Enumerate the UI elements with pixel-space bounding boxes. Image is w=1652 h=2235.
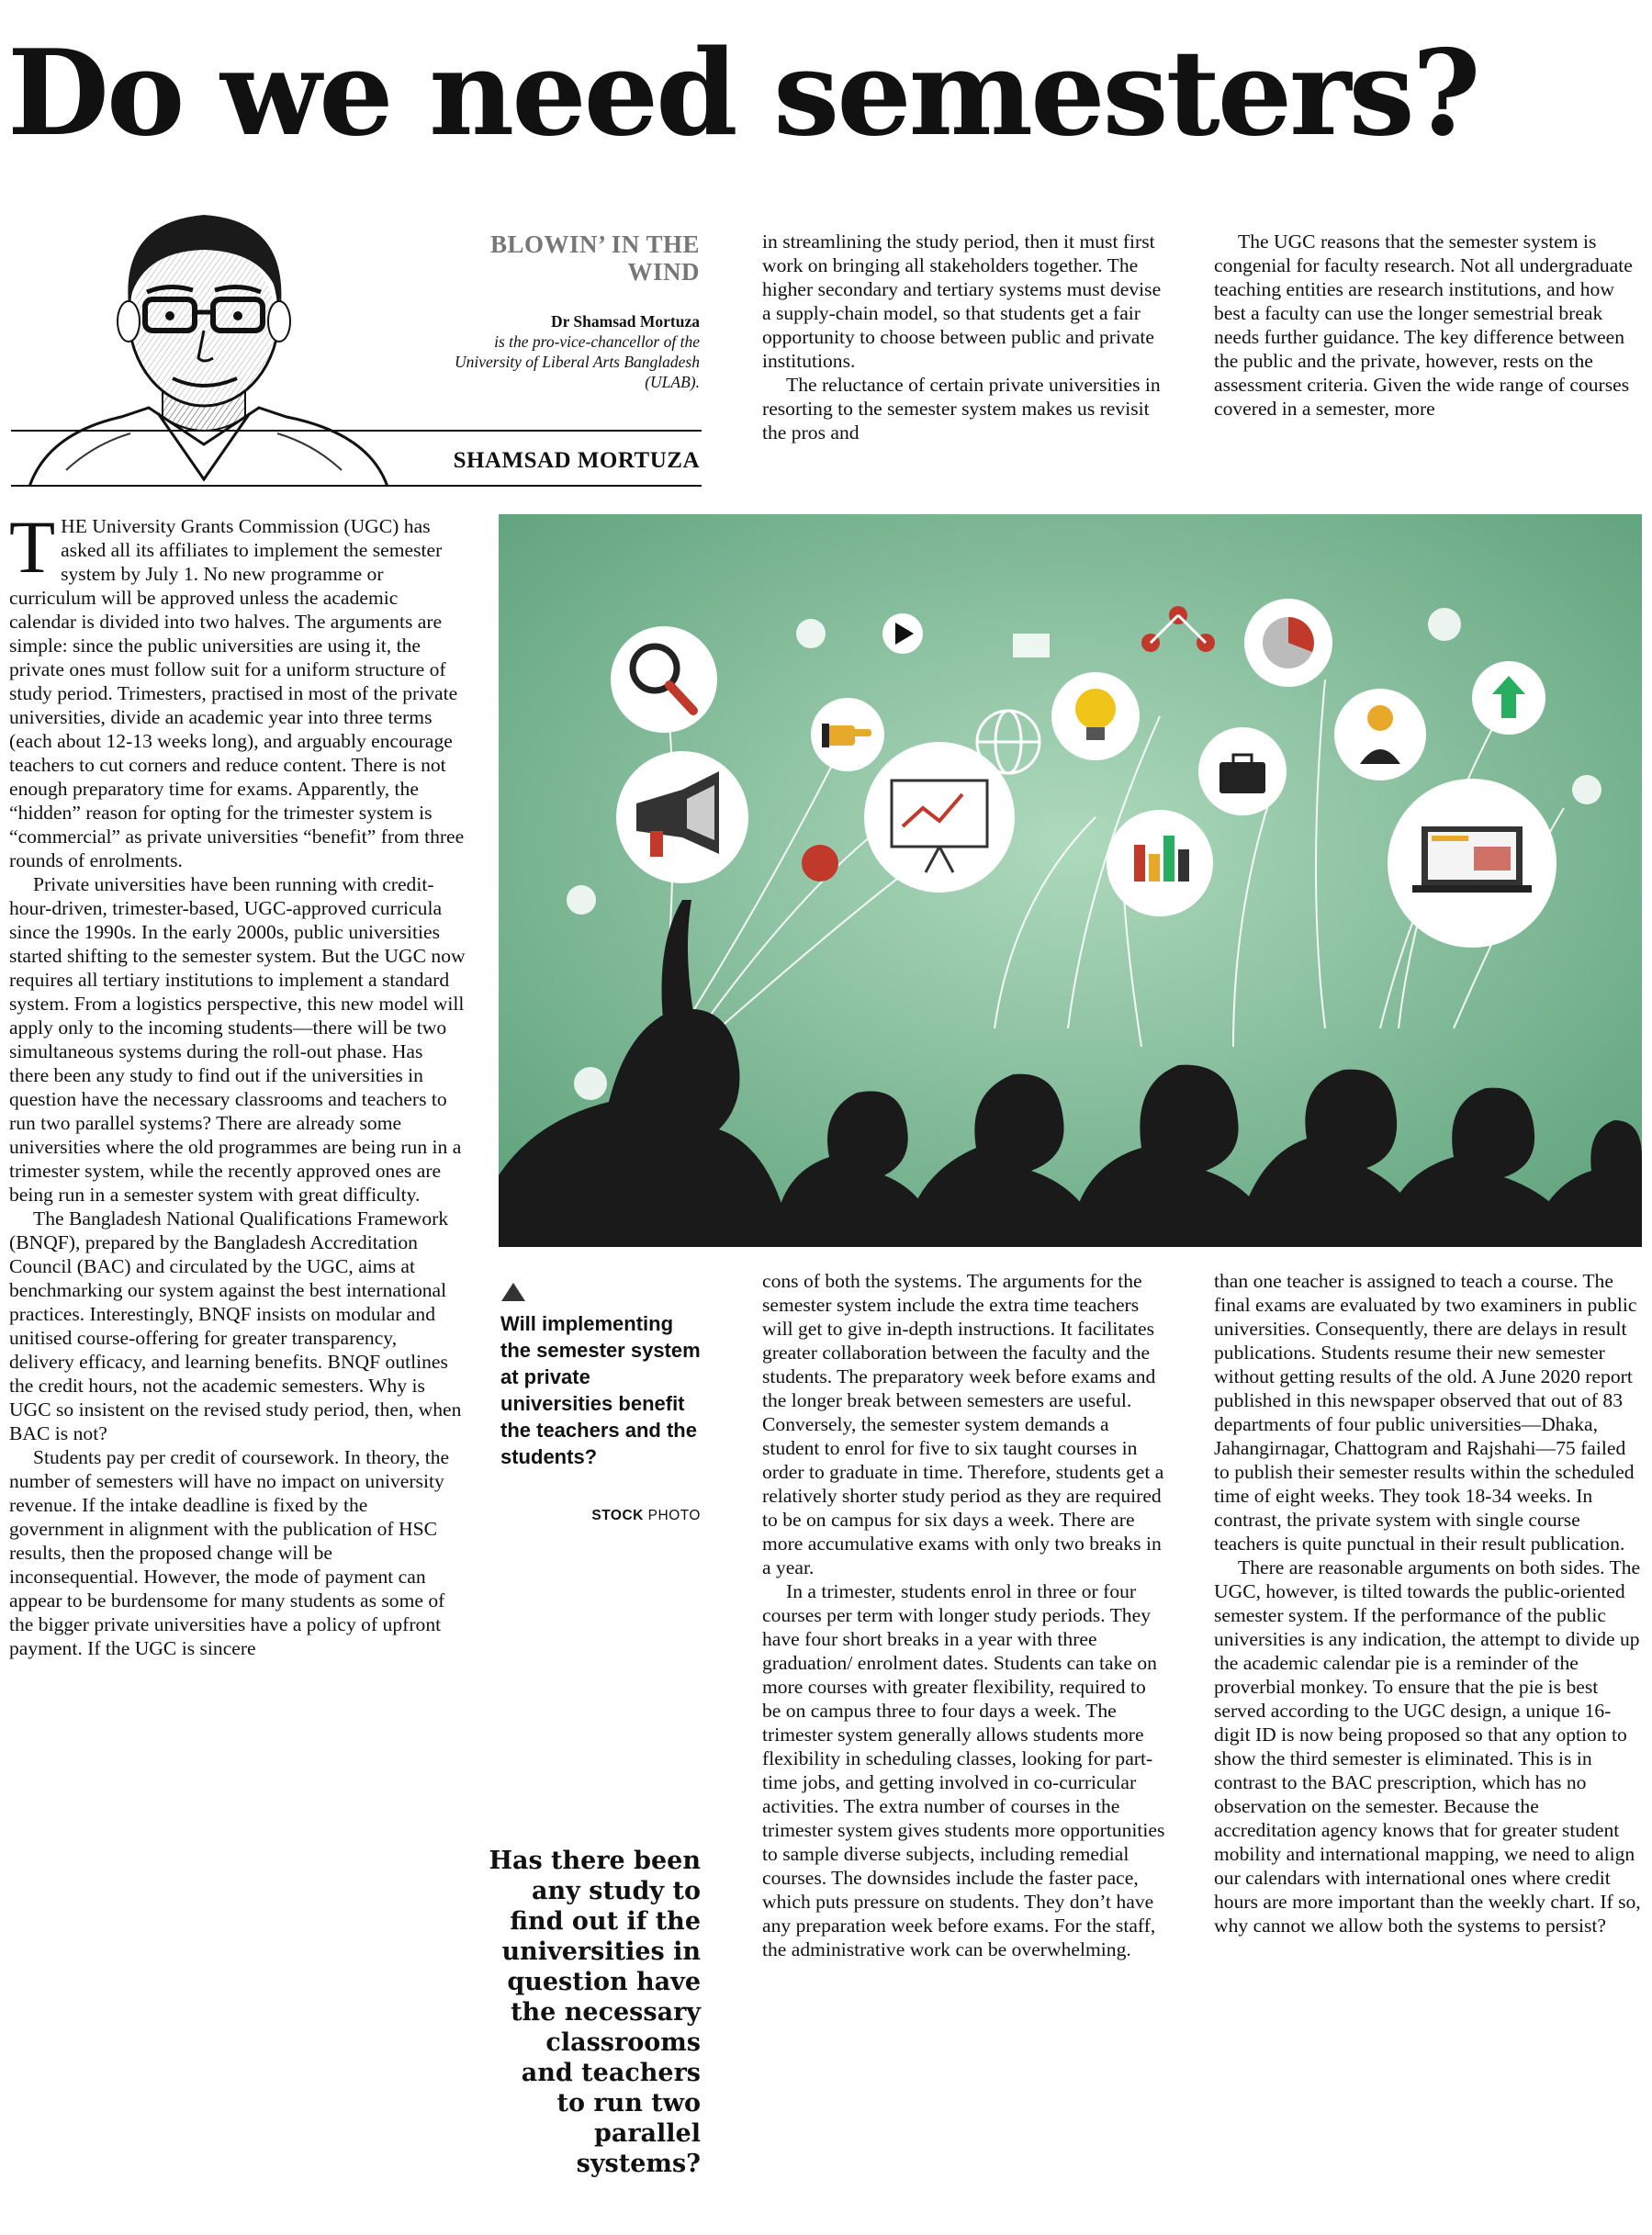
column-kicker: BLOWIN’ IN THE WIND (489, 230, 700, 286)
envelope-icon (1013, 634, 1050, 657)
byline-rule (11, 430, 702, 432)
megaphone-icon (616, 751, 748, 883)
light-bulb-icon (1051, 672, 1140, 760)
gear-icon (567, 885, 596, 915)
author-portrait-illustration (11, 204, 397, 487)
column-3-top (1214, 230, 1644, 490)
byline-underline (11, 485, 702, 487)
column-2-top-paragraph: The reluctance of certain private universities in resorting to the semester system makes us revisit the pros and (762, 374, 1161, 444)
photo-credit (500, 1508, 701, 1524)
envelope-outline-icon (1572, 775, 1601, 804)
upload-arrow-icon (1472, 661, 1545, 735)
column-1-paragraph: THE University Grants Commission (UGC) has asked all its affiliates to implement the semester system by July 1. No new programme or curriculum will be approved unless the academic calendar is divided into two halves. The arguments are simple: since the public universities are using it, the private ones must follow suit for a uniform structure of study period. Trimesters, practised in most of the private universities, divide an academic year into three terms (each about 12-13 weeks long), and arguably encourage teachers to cut corners and reduce content. There is not enough preparatory time for exams. Apparently, the “hidden” reason for opting for the trimester system is “commercial” as private universities “benefit” from three rounds of enrolments. (9, 514, 465, 871)
pull-quote: Has there been any study to find out if the universities in question have the necessary classrooms and teachers to run two parallel systems? (489, 1847, 701, 2178)
pointing-hand-icon (811, 698, 884, 771)
photo-credit-label: PHOTO (647, 1508, 701, 1523)
play-button-icon (882, 613, 923, 654)
presentation-board-icon (864, 742, 1015, 893)
briefcase-icon (1198, 727, 1287, 815)
magnifier-icon (611, 626, 717, 733)
column-3-top-paragraph: The UGC reasons that the semester system is congenial for faculty research. Not all undergraduate teaching entities are research institutions, and how best a faculty can use the longer semestrial break needs further guidance. The key difference between the public and the private, however, rests on the assessment criteria. Given the wide range of courses covered in a semester, more (1214, 230, 1633, 420)
photo-credit-source: STOCK (591, 1508, 644, 1523)
small-globe-left-icon (574, 1067, 607, 1100)
column-3-bottom-paragraph: There are reasonable arguments on both sides. The UGC, however, is tilted towards the public-oriented semester system. If the performance of the public universities is any indication, the attempt to divide up the academic calendar pie is a reminder of the proverbial monkey. To ensure that the pie is best served according to the UGC design, a unique 16-digit ID is now being proposed so that any option to show the third semester is eliminated. This is in contrast to the BAC prescription, which has no observation on the semester. Because the accreditation agency knows that for greater student mobility and international mapping, we need to align our calendars with international ones where credit hours are more important than the weekly chart. If so, why cannot we allow both the systems to persist? (1214, 1556, 1641, 1937)
byline: SHAMSAD MORTUZA (453, 448, 700, 473)
column-1-paragraph: Private universities have been running with credit-hour-driven, trimester-based, UGC-approved curricula since the 1990s. In the early 2000s, public universities started shifting to the semester system. But the UGC now requires all tertiary institutions to implement a standard system. From a logistics perspective, this new model will apply only to the incoming students—there will be two simultaneous systems during the roll-out phase. Has there been any study to find out if the universities in question have the necessary classrooms and teachers to run two parallel systems? There are already some universities where the old programmes are being run in a trimester system, while the recently approved ones are being run in a semester system with great difficulty. (9, 873, 466, 1206)
column-2-bottom-paragraph: In a trimester, students enrol in three or four courses per term with longer study periods. They have four short breaks in a year with three graduation/ enrolment dates. Students can take on more courses with greater flexibility, required to be on campus three to four days a week. The trimester system generally allows students more flexibility in scheduling classes, looking for part-time jobs, and getting involved in co-curricular activities. The extra number of courses in the trimester system gives students more opportunities to sample diverse subjects, including remedial courses. The downsides include the faster pace, which puts pressure on students. They don’t have any preparation week before exams. For the staff, the administrative work can be overwhelming. (762, 1580, 1165, 1960)
pie-chart-icon (1244, 599, 1332, 687)
column-1-paragraph: The Bangladesh National Qualifications Framework (BNQF), prepared by the Bangladesh Accreditation Council (BAC) and circulated by the UGC, aims at benchmarking our system against the best international practices. Interestingly, BNQF insists on modular and unitised course-offering for greater transparency, delivery efficacy, and learning benefits. BNQF outlines the credit hours, not the academic semesters. Why is UGC so insistent on the revised study period, then, when BAC is not? (9, 1207, 462, 1444)
drop-cap: T (9, 514, 56, 589)
column-3-bottom (1214, 1269, 1644, 2233)
column-2-top-paragraph: in streamlining the study period, then it must first work on bringing all stakeholders together. The higher secondary and tertiary systems must devise a supply-chain model, so that students get a fair opportunity to choose between public and private institutions. (762, 230, 1162, 372)
key-icon (796, 619, 826, 648)
person-icon (1334, 689, 1426, 781)
red-gear-icon (802, 845, 838, 882)
column-3-bottom-paragraph: than one teacher is assigned to teach a course. The final exams are evaluated by two examiners in public universities. Consequently, there are delays in result publications. Students resume their new semester without getting results of the old. A June 2020 report published in this newspaper observed that out of 83 departments of four public universities—Dhaka, Jahangirnagar, Chattogram and Rajshahi—75 failed to publish their semester results within the scheduled time of eight weeks. They took 18-34 weeks. In contrast, the private system with single course teachers is quite punctual in their result publication. (1214, 1270, 1637, 1555)
column-1-paragraph: Students pay per credit of coursework. In theory, the number of semesters will have no impact on university revenue. If the intake deadline is fixed by the government in alignment with the publication of HSC results, then the proposed change will be inconsequential. However, the mode of payment can appear to be burdensome for many students as some of the bigger private universities have a policy of upfront payment. If the UGC is sincere (9, 1446, 450, 1659)
image-caption: Will implementing the semester system at private universities benefit the teachers and the students? (500, 1312, 701, 1468)
small-globe-icon (1428, 608, 1461, 641)
column-2-top (762, 230, 1166, 490)
column-1 (9, 514, 466, 2233)
bar-chart-icon (1107, 810, 1213, 916)
author-bio-role: is the pro-vice-chancellor of the University of Liberal Arts Bangladesh (ULAB). (454, 331, 700, 391)
column-2-bottom-paragraph: cons of both the systems. The arguments for the semester system include the extra time teachers will get to give in-depth instructions. It facilitates greater collaboration between the faculty and the students. The preparatory week before exams and the longer break between semesters are useful. Conversely, the semester system demands a student to enrol for five to six taught courses in order to graduate in time. Therefore, students get a relatively shorter study period as they are required to be on campus for six days a week. There are more accumulative exams with only two breaks in a year. (762, 1270, 1164, 1578)
education-illustration (499, 514, 1642, 1247)
column-2-bottom (762, 1269, 1166, 2233)
laptop-icon (1388, 779, 1556, 948)
author-bio (432, 312, 700, 393)
headline: Do we need semesters? (7, 25, 1478, 163)
author-bio-name: Dr Shamsad Mortuza (550, 312, 700, 331)
